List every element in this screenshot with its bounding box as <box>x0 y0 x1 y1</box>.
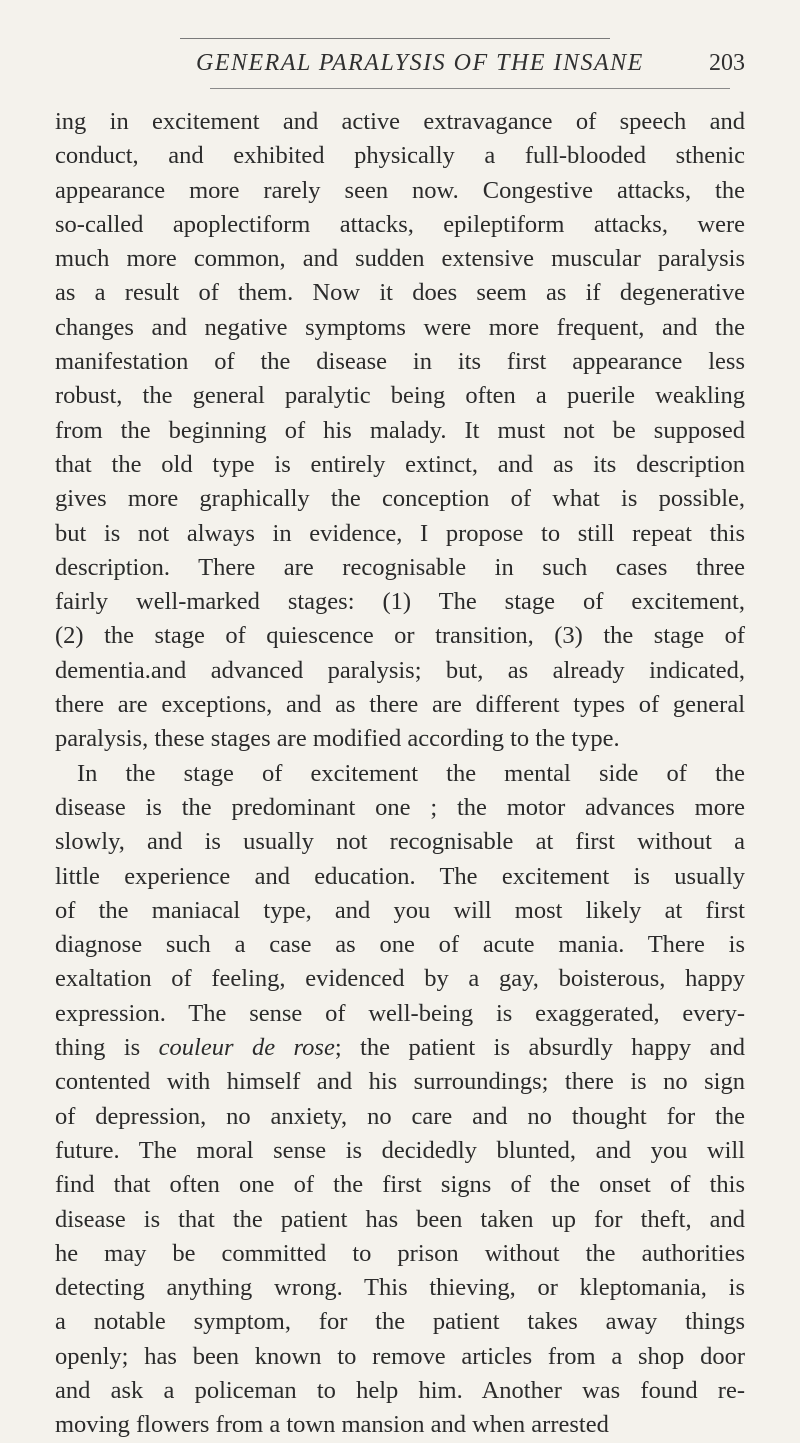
text-line: little experience and education. The excitement is usually <box>55 862 745 890</box>
text-line: as a result of them. Now it does seem as if degenerative <box>55 279 745 307</box>
text-line: appearance more rarely seen now. Congestive attacks, the <box>55 176 745 204</box>
text-line: a notable symptom, for the patient takes away things <box>55 1308 745 1336</box>
body-text <box>55 105 745 1443</box>
text-line: from the beginning of his malady. It must not be supposed <box>55 416 745 444</box>
text-line: diagnose such a case as one of acute mania. There is <box>55 931 745 959</box>
text-line: future. The moral sense is decidedly blunted, and you will <box>55 1136 745 1164</box>
text-line: ing in excitement and active extravagance of speech and <box>55 108 745 135</box>
text-line: contented with himself and his surroundings; there is no sign <box>55 1068 745 1096</box>
text-line: fairly well-marked stages: (1) The stage of excitement, <box>55 588 745 616</box>
header-rule <box>210 88 730 89</box>
text-line: paralysis, these stages are modified according to the type. <box>55 725 620 753</box>
text-line: much more common, and sudden extensive muscular paralysis <box>55 245 745 273</box>
text-line: but is not always in evidence, I propose to still repeat this <box>55 519 745 547</box>
text-line: In the stage of excitement the mental side of the <box>77 759 745 787</box>
text-line: slowly, and is usually not recognisable at first without a <box>55 828 745 856</box>
line-28-after: ; the patient is absurdly happy and <box>334 1034 745 1062</box>
text-line: exaltation of feeling, evidenced by a gay, boisterous, happy <box>55 965 745 993</box>
top-rule <box>180 38 610 39</box>
text-line: conduct, and exhibited physically a full-blooded sthenic <box>55 142 745 170</box>
text-line: disease is the predominant one ; the motor advances more <box>55 793 745 821</box>
text-line: moving flowers from a town mansion and when arrested <box>55 1411 609 1439</box>
text-line: robust, the general paralytic being often a puerile weakling <box>55 382 745 410</box>
text-line: dementia.and advanced paralysis; but, as already indicated, <box>55 656 745 684</box>
text-line-with-italic <box>55 1031 745 1065</box>
italic-phrase: couleur de rose <box>158 1034 335 1062</box>
running-title: GENERAL PARALYSIS OF THE INSANE <box>196 50 644 76</box>
text-line: that the old type is entirely extinct, and as its description <box>55 450 745 478</box>
text-line: and ask a policeman to help him. Another was found re- <box>55 1376 745 1404</box>
line-28-before: thing is <box>55 1034 159 1062</box>
text-line: detecting anything wrong. This thieving, or kleptomania, is <box>55 1274 745 1302</box>
text-line: changes and negative symptoms were more frequent, and the <box>55 313 745 341</box>
text-line: manifestation of the disease in its first appearance less <box>55 348 745 376</box>
page-header <box>55 48 745 88</box>
text-line: expression. The sense of well-being is exaggerated, every- <box>55 999 745 1027</box>
text-line: of the maniacal type, and you will most likely at first <box>55 896 745 924</box>
text-line: openly; has been known to remove articles from a shop door <box>55 1342 745 1370</box>
text-line: of depression, no anxiety, no care and no thought for the <box>55 1102 745 1130</box>
page-number: 203 <box>709 50 745 76</box>
text-line: he may be committed to prison without the authorities <box>55 1239 745 1267</box>
text-line: disease is that the patient has been taken up for theft, and <box>55 1205 745 1233</box>
text-line: description. There are recognisable in such cases three <box>55 553 745 581</box>
text-line: there are exceptions, and as there are different types of general <box>55 691 745 719</box>
text-line: so-called apoplectiform attacks, epileptiform attacks, were <box>55 210 745 238</box>
text-line: gives more graphically the conception of what is possible, <box>55 485 745 513</box>
text-line: find that often one of the first signs of the onset of this <box>55 1171 745 1199</box>
text-line: (2) the stage of quiescence or transition, (3) the stage of <box>55 622 745 650</box>
